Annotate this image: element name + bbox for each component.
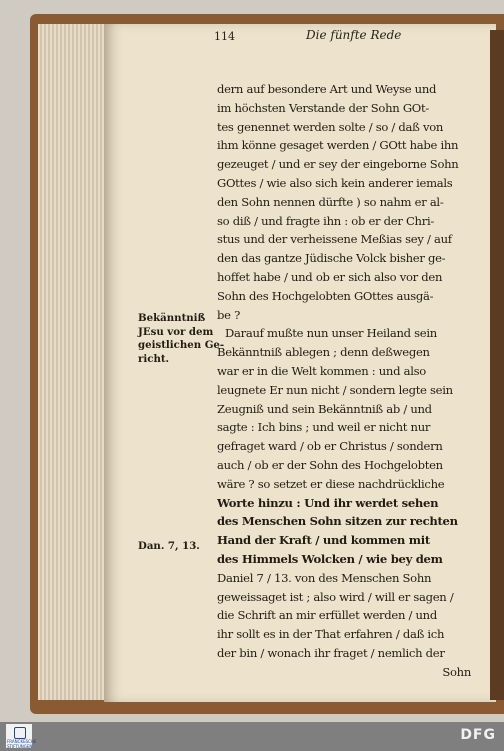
text-line: tes genennet werden solte / so / daß von bbox=[217, 119, 444, 134]
margin-note-reference bbox=[138, 540, 218, 554]
text-line: der bin / wonach ihr fraget / nemlich der bbox=[217, 645, 445, 660]
facing-page-edge bbox=[490, 30, 504, 700]
text-line: war er in die Welt kommen : und also bbox=[217, 363, 426, 378]
text-line: im höchsten Verstande der Sohn GOt- bbox=[217, 100, 429, 115]
text-line: geweissaget ist ; also wird / will er sagen / bbox=[217, 589, 454, 604]
logo-text: FRANCKESCHE STIFTUNGEN bbox=[7, 739, 37, 749]
margin-note-line: Dan. 7, 13. bbox=[138, 540, 200, 552]
margin-note-line: richt. bbox=[138, 352, 170, 365]
text-line: Worte hinzu : Und ihr werdet sehen bbox=[217, 495, 439, 510]
text-line: des Himmels Wolcken / wie bey dem bbox=[217, 551, 443, 566]
text-line: ihr sollt es in der That erfahren / daß ich bbox=[217, 627, 445, 642]
text-line: die Schrift an mir erfüllet werden / und bbox=[217, 608, 437, 623]
text-line: Zeugniß und sein Bekänntniß ab / und bbox=[217, 401, 432, 416]
text-line: GOttes / wie also sich kein anderer iemals bbox=[217, 175, 453, 190]
text-line: Sohn des Hochgelobten GOttes ausgä- bbox=[217, 288, 434, 303]
text-line: Hand der Kraft / und kommen mit bbox=[217, 533, 430, 548]
margin-note-line: geistlichen Ge- bbox=[138, 339, 225, 351]
margin-note-line: Bekänntniß bbox=[138, 312, 206, 324]
running-title: Die fünfte Rede bbox=[306, 28, 402, 42]
logo-mark-icon bbox=[14, 727, 26, 739]
text-line: Darauf mußte nun unser Heiland sein bbox=[225, 326, 437, 341]
text-line: dern auf besondere Art und Weyse und bbox=[217, 82, 437, 96]
text-line: hoffet habe / und ob er sich also vor den bbox=[217, 269, 443, 284]
text-line: den Sohn nennen dürfte ) so nahm er al- bbox=[217, 194, 444, 209]
text-line: Bekänntniß ablegen ; denn deßwegen bbox=[217, 345, 430, 360]
text-line: wäre ? so setzet er diese nachdrückliche bbox=[217, 476, 445, 491]
page-header bbox=[110, 28, 490, 44]
franckesche-stiftungen-logo bbox=[6, 724, 37, 749]
text-line: gefraget ward / ob er Christus / sondern bbox=[217, 439, 443, 454]
viewer-footer-bar bbox=[0, 722, 504, 751]
main-text bbox=[217, 80, 475, 682]
catchword: Sohn bbox=[442, 664, 471, 679]
text-line: stus und der verheissene Meßias sey / auf bbox=[217, 232, 452, 247]
page-edges bbox=[38, 24, 111, 700]
dfg-logo: DFG bbox=[460, 727, 496, 743]
text-line: den das gantze Jüdische Volck bisher ge- bbox=[217, 251, 446, 266]
margin-note bbox=[138, 312, 225, 366]
text-line: so diß / und fragte ihn : ob er der Chri- bbox=[217, 213, 434, 228]
text-line: sagte : Ich bins ; und weil er nicht nur bbox=[217, 420, 431, 435]
text-line: ihm könne gesaget werden / GOtt habe ihn bbox=[217, 138, 459, 153]
page-number: 114 bbox=[214, 30, 235, 43]
text-line: Daniel 7 / 13. von des Menschen Sohn bbox=[217, 570, 432, 585]
margin-note-line: JEsu vor dem bbox=[138, 325, 214, 338]
text-line: be ? bbox=[217, 307, 240, 322]
text-line: gezeuget / und er sey der eingeborne Sohn bbox=[217, 157, 459, 172]
text-line: leugnete Er nun nicht / sondern legte sein bbox=[217, 382, 453, 397]
text-line: auch / ob er der Sohn des Hochgelobten bbox=[217, 457, 443, 472]
text-line: des Menschen Sohn sitzen zur rechten bbox=[217, 514, 458, 529]
